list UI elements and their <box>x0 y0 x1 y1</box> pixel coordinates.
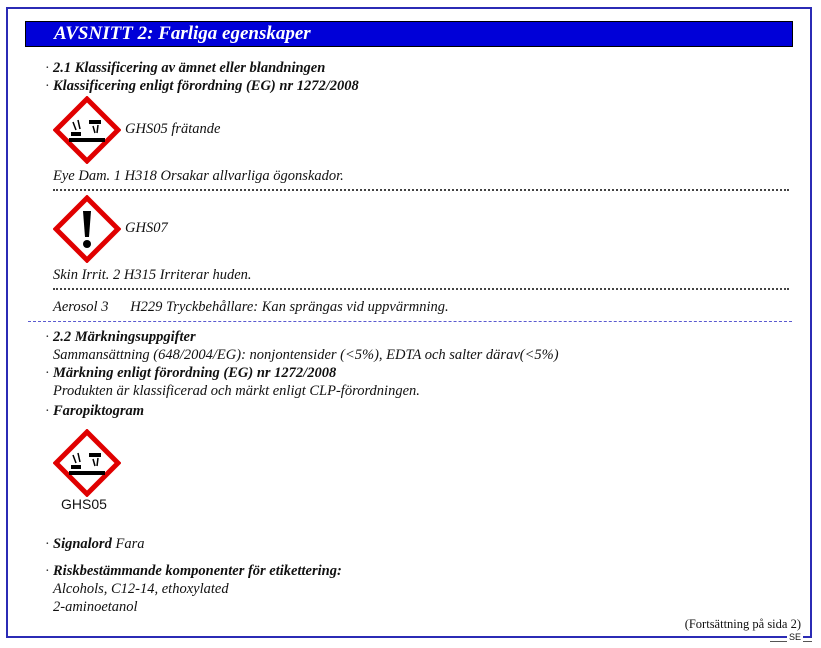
labelling-heading: Märkning enligt förordning (EG) nr 1272/2008 <box>53 365 337 381</box>
component-2: 2-aminoetanol <box>53 599 138 615</box>
subheading-classification: Klassificering enligt förordning (EG) nr 1272/2008 <box>53 78 359 94</box>
pictogram-label-ghs05: GHS05 frätande <box>125 121 221 137</box>
bullet: · <box>45 366 50 381</box>
bullet: · <box>45 330 50 345</box>
ghs05-corrosion-icon <box>53 96 121 164</box>
dotted-separator <box>53 288 789 290</box>
pictogram-label-ghs07: GHS07 <box>125 220 168 236</box>
pictogram-code-ghs05: GHS05 <box>61 496 107 512</box>
language-code: SE <box>788 632 801 642</box>
bullet: · <box>45 537 50 552</box>
dotted-separator <box>53 189 789 191</box>
labelling-text: Produkten är klassificerad och märkt enligt CLP-förordningen. <box>53 383 420 399</box>
signal-label: Signalord <box>53 536 112 552</box>
continued-note: (Fortsättning på sida 2) <box>684 617 801 631</box>
heading-2-1: 2.1 Klassificering av ämnet eller blandningen <box>53 60 326 76</box>
section-title: AVSNITT 2: Farliga egenskaper <box>54 23 311 44</box>
heading-2-2: 2.2 Märkningsuppgifter <box>53 329 196 345</box>
classification-aerosol: Aerosol 3 H229 Tryckbehållare: Kan sprängas vid uppvärmning. <box>53 299 449 315</box>
classification-eye-dam: Eye Dam. 1 H318 Orsakar allvarliga ögonskador. <box>53 168 344 184</box>
bullet: · <box>45 564 50 579</box>
bullet: · <box>45 61 50 76</box>
composition-text: Sammansättning (648/2004/EG): nonjontensider (<5%), EDTA och salter därav(<5%) <box>53 347 559 363</box>
ghs05-corrosion-icon <box>53 429 121 497</box>
ghs07-exclamation-icon <box>53 195 121 263</box>
classification-skin-irrit: Skin Irrit. 2 H315 Irriterar huden. <box>53 267 252 283</box>
pictogram-heading: Faropiktogram <box>53 403 145 419</box>
section-divider <box>28 321 792 322</box>
bullet: · <box>45 404 50 419</box>
component-1: Alcohols, C12-14, ethoxylated <box>53 581 229 597</box>
signal-word <box>53 536 144 553</box>
bullet: · <box>45 79 50 94</box>
signal-value: Fara <box>115 536 145 552</box>
section-banner <box>25 21 793 47</box>
components-heading: Riskbestämmande komponenter för etikettering: <box>53 563 342 579</box>
